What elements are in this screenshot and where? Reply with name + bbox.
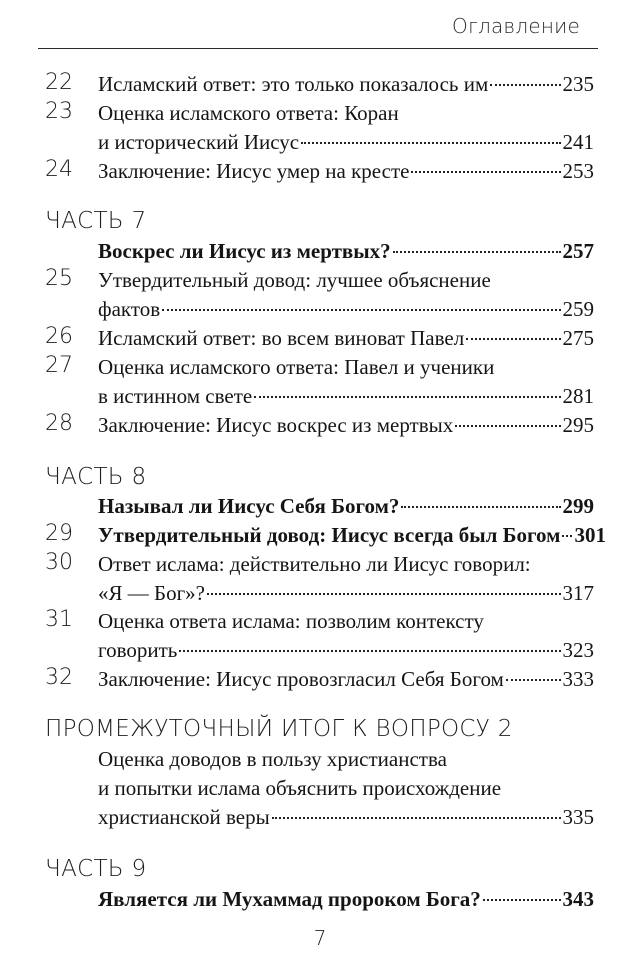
dot-leader [207, 593, 561, 595]
entry-title: Называл ли Иисус Себя Богом? [98, 494, 400, 518]
dot-leader [162, 309, 560, 311]
toc-part-9-title[interactable] [98, 885, 594, 913]
dot-leader [254, 396, 560, 398]
page-number: 7 [313, 926, 327, 950]
chapter-number: 23 [45, 99, 73, 124]
entry-title: Заключение: Иисус воскрес из мертвых [98, 413, 454, 437]
toc-entry-30-line2[interactable] [98, 579, 594, 607]
entry-title: Исламский ответ: это только показалось им [98, 72, 489, 96]
entry-title: Утвердительный довод: Иисус всегда был Богом [98, 523, 561, 547]
toc-entry-30-line1[interactable]: Ответ ислама: действительно ли Иисус говорил: [98, 552, 531, 576]
dot-leader [411, 171, 560, 173]
chapter-number: 22 [45, 70, 73, 95]
chapter-number: 29 [45, 521, 73, 546]
entry-page: 281 [562, 384, 594, 408]
entry-page: 259 [562, 297, 594, 321]
toc-entry-26[interactable] [98, 324, 594, 352]
toc-part-7-title[interactable] [98, 237, 594, 265]
entry-title: Исламский ответ: во всем виноват Павел [98, 326, 465, 350]
entry-page: 343 [562, 887, 594, 911]
entry-title: «Я — Бог»? [98, 581, 205, 605]
dot-leader [272, 817, 561, 819]
entry-title: и исторический Иисус [98, 130, 300, 154]
dot-leader [401, 506, 560, 508]
entry-title: Заключение: Иисус провозгласил Себя Богом [98, 667, 504, 691]
entry-title: Заключение: Иисус умер на кресте [98, 159, 410, 183]
entry-title: фактов [98, 297, 161, 321]
chapter-number: 31 [45, 607, 73, 632]
dot-leader [301, 142, 560, 144]
chapter-number: 25 [45, 266, 73, 291]
entry-page: 333 [562, 667, 594, 691]
chapter-number: 32 [45, 665, 73, 690]
toc-entry-23-line2[interactable] [98, 128, 594, 156]
toc-entry-31-line2[interactable] [98, 636, 594, 664]
toc-entry-32[interactable] [98, 665, 594, 693]
chapter-number: 26 [45, 324, 73, 349]
dot-leader [466, 338, 560, 340]
toc-entry-27-line1[interactable]: Оценка исламского ответа: Павел и ученики [98, 355, 495, 379]
chapter-number: 24 [45, 157, 73, 182]
entry-page: 317 [562, 581, 594, 605]
dot-leader [506, 679, 561, 681]
dot-leader [179, 650, 560, 652]
toc-interim-line3[interactable] [98, 803, 594, 831]
entry-title: Воскрес ли Иисус из мертвых? [98, 239, 391, 263]
toc-entry-24[interactable] [98, 157, 594, 185]
toc-entry-27-line2[interactable] [98, 382, 594, 410]
entry-page: 253 [562, 159, 594, 183]
entry-title: христианской веры [98, 805, 270, 829]
dot-leader [490, 84, 560, 86]
interim-heading: ПРОМЕЖУТОЧНЫЙ ИТОГ К ВОПРОСУ 2 [45, 716, 513, 742]
header-rule [38, 48, 598, 49]
toc-entry-25-line1[interactable]: Утвердительный довод: лучшее объяснение [98, 268, 491, 292]
dot-leader [562, 535, 572, 537]
entry-title: в истинном свете [98, 384, 253, 408]
entry-title: говорить [98, 638, 178, 662]
dot-leader [393, 251, 561, 253]
toc-entry-29[interactable] [98, 521, 606, 549]
toc-part-8-title[interactable] [98, 492, 594, 520]
toc-entry-22[interactable] [98, 70, 594, 98]
entry-page: 275 [562, 326, 594, 350]
toc-entry-25-line2[interactable] [98, 295, 594, 323]
running-header: Оглавление [452, 14, 580, 38]
part-heading-8: ЧАСТЬ 8 [45, 464, 147, 490]
dot-leader [455, 425, 560, 427]
toc-entry-23-line1[interactable]: Оценка исламского ответа: Коран [98, 101, 399, 125]
part-heading-9: ЧАСТЬ 9 [45, 856, 147, 882]
entry-title: Является ли Мухаммад пророком Бога? [98, 887, 481, 911]
entry-page: 301 [574, 523, 606, 547]
chapter-number: 28 [45, 411, 73, 436]
dot-leader [483, 899, 561, 901]
entry-page: 241 [562, 130, 594, 154]
entry-page: 335 [562, 805, 594, 829]
toc-interim-line1[interactable]: Оценка доводов в пользу христианства [98, 747, 447, 771]
entry-page: 295 [562, 413, 594, 437]
chapter-number: 30 [45, 550, 73, 575]
entry-page: 235 [562, 72, 594, 96]
chapter-number: 27 [45, 353, 73, 378]
entry-page: 299 [562, 494, 594, 518]
entry-page: 323 [562, 638, 594, 662]
entry-page: 257 [562, 239, 594, 263]
toc-interim-line2[interactable]: и попытки ислама объяснить происхождение [98, 776, 502, 800]
part-heading-7: ЧАСТЬ 7 [45, 208, 147, 234]
toc-entry-28[interactable] [98, 411, 594, 439]
toc-entry-31-line1[interactable]: Оценка ответа ислама: позволим контексту [98, 609, 484, 633]
